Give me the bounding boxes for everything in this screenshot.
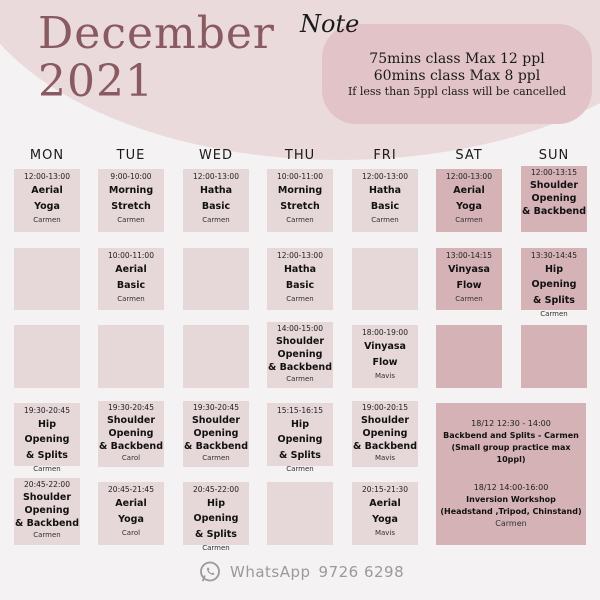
class-cell-wed-4: 19:30-20:45 Shoulder Opening & Backbend Carmen xyxy=(183,401,249,467)
weekend-workshops-panel xyxy=(436,403,586,545)
day-header-wed: WED xyxy=(198,148,234,163)
empty-cell-sun-3 xyxy=(521,325,587,388)
class-cell-thu-2: 12:00-13:00 Hatha Basic Carmen xyxy=(267,248,333,310)
class-cell-thu-1: 10:00-11:00 Morning Stretch Carmen xyxy=(267,169,333,232)
empty-cell-tue-3 xyxy=(98,325,164,388)
class-cell-fri-3: 18:00-19:00 Vinyasa Flow Mavis xyxy=(352,325,418,388)
note-line-60min: 60mins class Max 8 ppl xyxy=(373,67,541,84)
empty-cell-thu-5 xyxy=(267,482,333,545)
empty-cell-mon-3 xyxy=(14,325,80,388)
class-cell-tue-4: 19:30-20:45 Shoulder Opening & Backbend Carol xyxy=(98,401,164,467)
class-cell-sun-2: 13:30-14:45 Hip Opening & Splits Carmen xyxy=(521,248,587,310)
whatsapp-phone: 9726 6298 xyxy=(318,563,405,581)
month-title: December xyxy=(38,8,275,59)
day-header-mon: MON xyxy=(29,148,65,163)
day-header-fri: FRI xyxy=(373,148,397,163)
class-cell-mon-4: 19:30-20:45 Hip Opening & Splits Carmen xyxy=(14,403,80,466)
empty-cell-wed-3 xyxy=(183,325,249,388)
whatsapp-label: WhatsApp xyxy=(230,563,311,581)
workshop-1-datetime: 18/12 12:30 - 14:00 xyxy=(471,419,551,428)
class-cell-tue-1: 9:00-10:00 Morning Stretch Carmen xyxy=(98,169,164,232)
day-header-thu: THU xyxy=(284,148,316,163)
empty-cell-sat-3 xyxy=(436,325,502,388)
class-cell-fri-4: 19:00-20:15 Shoulder Opening & Backbend Mavis xyxy=(352,401,418,467)
class-cell-sat-1: 12:00-13:00 Aerial Yoga Carmen xyxy=(436,169,502,232)
year-title: 2021 xyxy=(38,56,154,107)
class-cell-mon-5: 20:45-22:00 Shoulder Opening & Backbend Carmen xyxy=(14,478,80,545)
day-header-tue: TUE xyxy=(116,148,146,163)
empty-cell-mon-2 xyxy=(14,248,80,310)
class-cell-fri-5: 20:15-21:30 Aerial Yoga Mavis xyxy=(352,482,418,545)
class-cell-thu-4: 15:15-16:15 Hip Opening & Splits Carmen xyxy=(267,403,333,466)
note-line-75min: 75mins class Max 12 ppl xyxy=(369,50,545,67)
whatsapp-icon xyxy=(198,560,222,584)
class-cell-wed-5: 20:45-22:00 Hip Opening & Splits Carmen xyxy=(183,482,249,545)
empty-cell-wed-2 xyxy=(183,248,249,310)
whatsapp-contact[interactable] xyxy=(198,560,404,584)
class-cell-mon-1: 12:00-13:00 Aerial Yoga Carmen xyxy=(14,169,80,232)
class-cell-fri-1: 12:00-13:00 Hatha Basic Carmen xyxy=(352,169,418,232)
empty-cell-fri-2 xyxy=(352,248,418,310)
note-label: Note xyxy=(300,10,360,38)
class-cell-tue-5: 20:45-21:45 Aerial Yoga Carol xyxy=(98,482,164,545)
class-cell-tue-2: 10:00-11:00 Aerial Basic Carmen xyxy=(98,248,164,310)
day-header-sat: SAT xyxy=(455,148,483,163)
class-cell-thu-3: 14:00-15:00 Shoulder Opening & Backbend Carmen xyxy=(267,322,333,388)
workshop-1-name: Backbend and Splits - Carmen xyxy=(443,431,579,440)
class-cell-sat-2: 13:00-14:15 Vinyasa Flow Carmen xyxy=(436,248,502,310)
workshop-2-name: Inversion Workshop xyxy=(466,495,556,504)
note-box xyxy=(322,24,592,124)
workshop-2-detail: (Headstand ,Tripod, Chinstand) xyxy=(440,507,582,516)
note-line-cancel: If less than 5ppl class will be cancelled xyxy=(347,84,567,98)
class-cell-sun-1: 12:00-13:15 Shoulder Opening & Backbend xyxy=(521,166,587,232)
workshop-2-datetime: 18/12 14:00-16:00 xyxy=(473,483,549,492)
workshop-1-note: (Small group practice max 10ppl) xyxy=(451,443,571,464)
workshop-2-teacher: Carmen xyxy=(495,519,527,528)
class-cell-wed-1: 12:00-13:00 Hatha Basic Carmen xyxy=(183,169,249,232)
day-header-sun: SUN xyxy=(538,148,570,163)
